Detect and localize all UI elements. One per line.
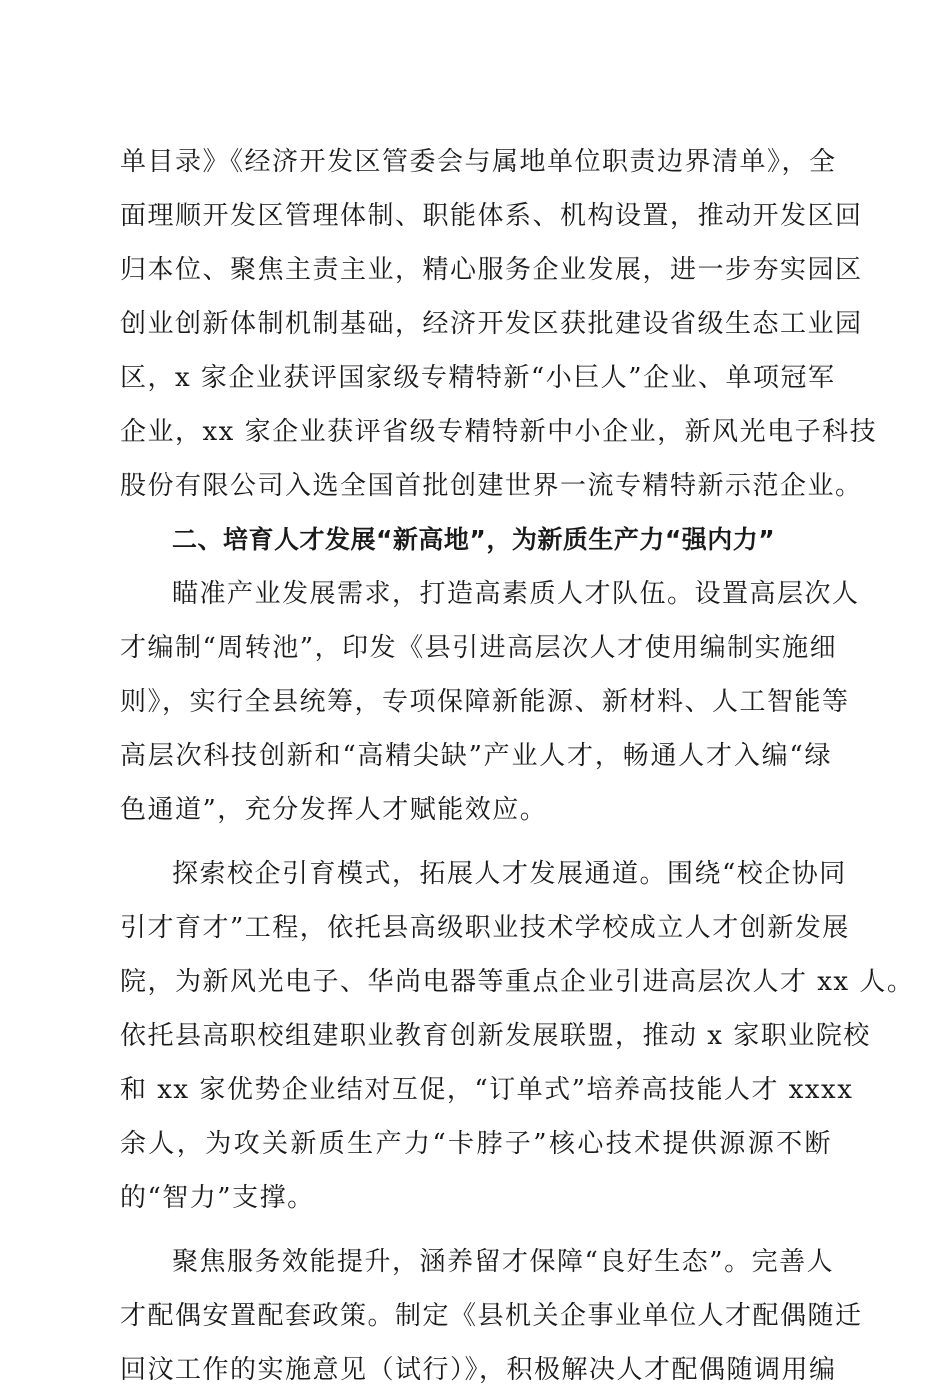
- text-line: 余人，为攻关新质生产力“卡脖子”核心技术提供源源不断: [120, 1129, 832, 1159]
- text-line: 区，x 家企业获评国家级专精特新“小巨人”企业、单项冠军: [120, 363, 836, 393]
- text-line: 瞄准产业发展需求，打造高素质人才队伍。设置高层次人: [172, 579, 860, 609]
- text-line: 高层次科技创新和“高精尖缺”产业人才，畅通人才入编“绿: [120, 741, 832, 771]
- text-line: 归本位、聚焦主责主业，精心服务企业发展，进一步夯实园区: [120, 255, 863, 285]
- paragraph-talent-team: [120, 567, 860, 837]
- text-line: 聚焦服务效能提升，涵养留才保障“良好生态”。完善人: [172, 1247, 835, 1277]
- text-line: 单目录》《经济开发区管委会与属地单位职责边界清单》，全: [120, 147, 837, 177]
- text-line: 院，为新风光电子、华尚电器等重点企业引进高层次人才 xx 人。: [120, 967, 915, 997]
- text-line: 才配偶安置配套政策。制定《县机关企事业单位人才配偶随迁: [120, 1301, 863, 1331]
- text-line: 股份有限公司入选全国首批创建世界一流专精特新示范企业。: [120, 471, 863, 501]
- document-page: [120, 135, 915, 1397]
- text-line: 探索校企引育模式，拓展人才发展通道。围绕“校企协同: [172, 859, 847, 889]
- text-line: 引才育才”工程，依托县高级职业技术学校成立人才创新发展: [120, 913, 850, 943]
- paragraph-continued: [120, 135, 878, 513]
- section-heading: 二、培育人才发展“新高地”，为新质生产力“强内力”: [172, 525, 776, 554]
- text-line: 依托县高职校组建职业教育创新发展联盟，推动 x 家职业院校: [120, 1021, 871, 1051]
- paragraph-service: [120, 1235, 863, 1397]
- text-line: 回汶工作的实施意见（试行）》，积极解决人才配偶随调用编: [120, 1355, 837, 1385]
- text-line: 则》，实行全县统筹，专项保障新能源、新材料、人工智能等: [120, 687, 850, 717]
- text-line: 色通道”，充分发挥人才赋能效应。: [120, 795, 548, 825]
- text-line: 企业，xx 家企业获评省级专精特新中小企业，新风光电子科技: [120, 417, 878, 447]
- paragraph-school-enterprise: [120, 847, 915, 1225]
- text-line: 创业创新体制机制基础，经济开发区获批建设省级生态工业园: [120, 309, 863, 339]
- text-line: 和 xx 家优势企业结对互促，“订单式”培养高技能人才 xxxx: [120, 1075, 854, 1105]
- text-line: 的“智力”支撑。: [120, 1183, 315, 1213]
- text-line: 面理顺开发区管理体制、职能体系、机构设置，推动开发区回: [120, 201, 863, 231]
- text-line: 才编制“周转池”，印发《县引进高层次人才使用编制实施细: [120, 633, 838, 663]
